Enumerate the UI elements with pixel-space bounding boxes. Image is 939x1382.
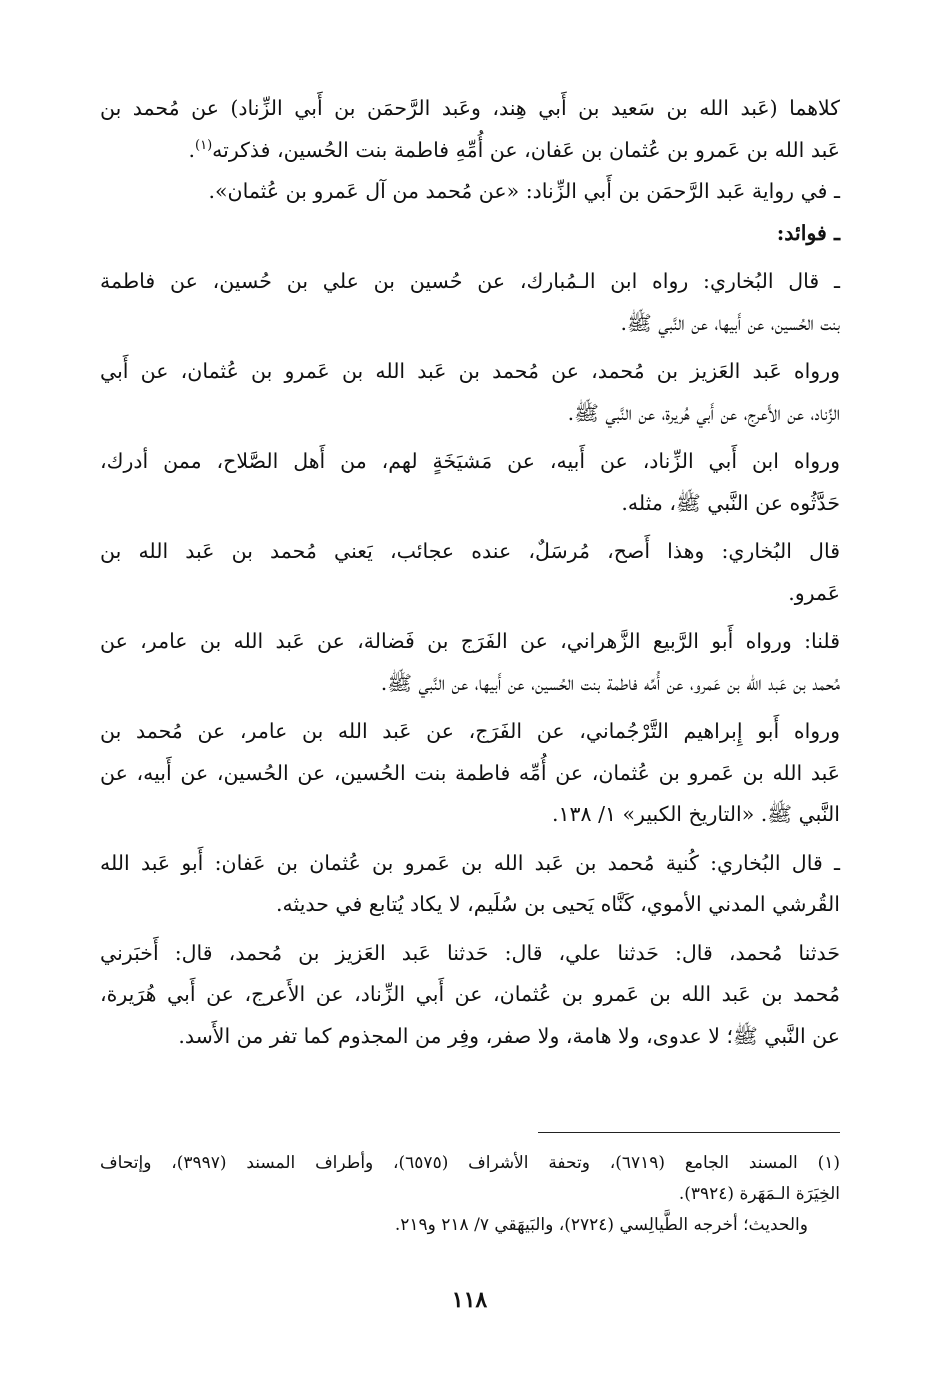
text-line	[100, 843, 840, 885]
footnotes	[100, 1148, 840, 1241]
text-line	[100, 621, 840, 663]
line-text: الزِّناد، عن الأَعرج، عن أَبي هُريرة، عن النَّبي ﷺ.	[567, 400, 840, 425]
footnote-line: (١) المسند الجامع (٦٧١٩)، وتحفة الأشراف (٦٥٧٥)، وأطراف المسند (٣٩٩٧)، وإتحاف	[100, 1153, 840, 1173]
line-text: مُحمد بن عَبد الله بن عَمرو بن عُثمان، عن أَبي الزِّناد، عن الأَعرج، عن أَبي هُرَيرة،	[100, 982, 840, 1006]
text-line	[100, 213, 840, 255]
text-line	[100, 171, 840, 213]
line-text: مُحمد بن عَبد الله بن عَمرو، عن أُمِّه فاطمة بنت الحُسين، عن أَبيها، عن النَّبي ﷺ.	[380, 670, 840, 695]
footnote-separator	[538, 1132, 840, 1133]
footnote-line: والحديث؛ أخرجه الطَّيالِسي (٢٧٢٤)، والبَيهَقي ٧/ ٢١٨ و٢١٩.	[394, 1215, 808, 1235]
text-line	[100, 663, 840, 705]
line-text: النَّبي ﷺ. «التاريخ الكبير» ١/ ١٣٨.	[551, 802, 840, 826]
line-text: القُرشي المدني الأموي، كَنَّاه يَحيى بن سُلَيم، لا يكاد يُتابع في حديثه.	[276, 892, 840, 916]
text-line	[100, 393, 840, 435]
line-text: قال البُخاري: وهذا أَصح، مُرسَلٌ، عنده عجائب، يَعني مُحمد بن عَبد الله بن	[100, 539, 840, 563]
paragraph-gap	[100, 524, 840, 531]
text-line	[100, 711, 840, 753]
line-text: عَبد الله بن عَمرو بن عُثمان بن عَفان، عن أُمِّهِ فاطمة بنت الحُسين، فذكرته	[212, 137, 840, 162]
text-line	[100, 303, 840, 345]
line-text: ورواه ابن أَبي الزِّناد، عن أَبيه، عن مَشيَخَةٍ لهم، من أَهل الصَّلاح، ممن أدرك،	[100, 449, 840, 473]
paragraph-gap	[100, 926, 840, 933]
line-text: ورواه أَبو إِبراهيم التَّرْجُماني، عن الفَرَج، عن عَبد الله بن عامر، عن مُحمد بن	[100, 719, 841, 743]
line-text: حَدَّثُوه عن النَّبي ﷺ، مثله.	[621, 490, 840, 515]
line-text: ـ فوائد:	[776, 220, 840, 245]
paragraph-gap	[100, 254, 840, 261]
text-line	[100, 483, 840, 525]
footnote-marker[interactable]: (١)	[195, 137, 213, 153]
paragraph-gap	[100, 614, 840, 621]
text-line	[100, 441, 840, 483]
line-text: عن النَّبي ﷺ؛ لا عدوى، ولا هامة، ولا صفر، وفِر من المجذوم كما تفر من الأَسد.	[178, 1023, 840, 1048]
paragraph-gap	[100, 836, 840, 843]
line-text: عَبد الله بن عَمرو بن عُثمان، عن أُمِّه فاطمة بنت الحُسين، عن الحُسين، عن أَبيه، عن	[100, 760, 840, 785]
line-tail: .	[188, 137, 195, 162]
text-line	[100, 884, 840, 926]
text-line	[100, 531, 840, 573]
line-text: ورواه عَبد العَزيز بن مُحمد، عن مُحمد بن عَبد الله بن عَمرو بن عُثمان، عن أَبي	[100, 359, 840, 383]
paragraph-gap	[100, 704, 840, 711]
line-text: بنت الحُسين، عن أَبيها، عن النَّبي ﷺ.	[620, 310, 840, 335]
line-text: ـ في رواية عَبد الرَّحمَن بن أَبي الزِّناد: «عن مُحمد من آل عَمرو بن عُثمان».	[208, 179, 840, 203]
page-number: ١١٨	[451, 1287, 488, 1313]
text-line	[100, 88, 840, 130]
text-line	[100, 261, 840, 303]
paragraph-gap	[100, 434, 840, 441]
text-line	[100, 351, 840, 393]
line-text: قلنا: ورواه أَبو الرَّبيع الزَّهراني، عن الفَرَج بن فَضالة، عن عَبد الله بن عامر، عن	[100, 629, 840, 653]
text-line	[100, 573, 840, 615]
line-text: ـ قال البُخاري: كُنية مُحمد بن عَبد الله بن عَمرو بن عُثمان بن عَفان: أَبو عَبد الله	[100, 850, 840, 875]
line-text: عَمرو.	[788, 580, 840, 605]
text-line	[100, 753, 840, 795]
text-line	[100, 1016, 840, 1058]
footnote-line: الخِيَرَة الـمَهَرة (٣٩٢٤).	[678, 1184, 840, 1204]
line-text: ـ قال البُخاري: رواه ابن الـمُبارك، عن حُسين بن علي بن حُسين، عن فاطمة	[100, 269, 840, 293]
text-line	[100, 933, 840, 975]
text-line	[100, 974, 840, 1016]
text-line	[100, 794, 840, 836]
text-line	[100, 130, 840, 172]
paragraph-gap	[100, 344, 840, 351]
line-text: حَدثنا مُحمد، قال: حَدثنا علي، قال: حَدثنا عَبد العَزيز بن مُحمد، قال: أَخبَرني	[100, 940, 840, 965]
line-text: كلاهما (عَبد الله بن سَعيد بن أَبي هِند، وعَبد الرَّحمَن بن أَبي الزِّناد) عن مُحمد بن	[100, 96, 840, 120]
